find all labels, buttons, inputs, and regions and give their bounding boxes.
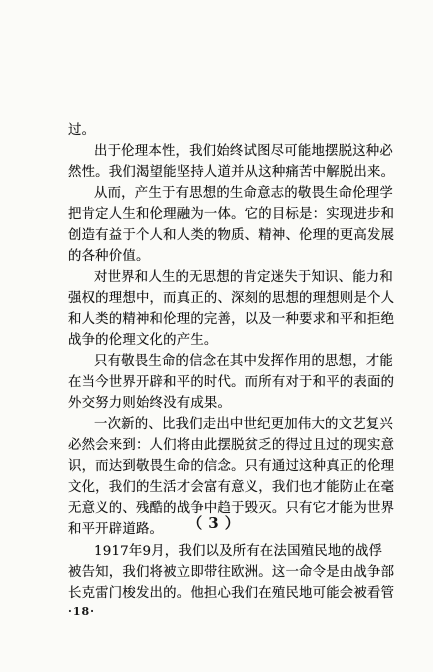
text-line: 和人类的精神和伦理的完善，以及一种要求和平和拒绝 (68, 312, 395, 327)
text-line: 文化，我们的生活才会富有意义，我们也才能防止在毫 (68, 480, 395, 495)
text-line: 在当今世界开辟和平的时代。而所有对于和平的表面的 (68, 375, 395, 390)
page-number: ·18· (68, 605, 95, 618)
text-line: 长克雷门梭发出的。他担心我们在殖民地可能会被看管 (68, 586, 395, 601)
text-line: 把肯定人生和伦理融为一体。它的目标是：实现进步和 (68, 207, 395, 222)
section-heading: （3） (187, 514, 246, 532)
text-line: 外交努力则始终没有成果。 (68, 396, 232, 411)
text-line: 和平开辟道路。 (68, 522, 164, 537)
text-line: 1917年9月，我们以及所有在法国殖民地的战俘 (94, 544, 383, 559)
text-line: 创造有益于个人和人类的物质、精神、伦理的更高发展 (68, 228, 395, 243)
text-line: 过。 (68, 123, 96, 138)
text-line: 然性。我们渴望能坚持人道并从这种痛苦中解脱出来。 (68, 165, 395, 180)
text-line: 必然会来到：人们将由此摆脱贫乏的得过且过的现实意 (68, 438, 395, 453)
text-line: 对世界和人生的无思想的肯定迷失于知识、能力和 (94, 270, 393, 285)
text-line: 只有敬畏生命的信念在其中发挥作用的思想，才能 (94, 354, 393, 369)
text-line: 识，而达到敬畏生命的信念。只有通过这种真正的伦理 (68, 459, 395, 474)
text-line: 从而，产生于有思想的生命意志的敬畏生命伦理学 (94, 186, 393, 201)
text-line: 强权的理想中，而真正的、深刻的思想的理想则是个人 (68, 291, 395, 306)
text-line: 出于伦理本性，我们始终试图尽可能地摆脱这种必 (94, 144, 393, 159)
text-line: 被告知，我们将被立即带往欧洲。这一命令是由战争部 (68, 565, 395, 580)
text-line: 一次新的、比我们走出中世纪更加伟大的文艺复兴 (94, 417, 393, 432)
text-line: 的各种价值。 (68, 249, 150, 264)
text-line: 无意义的、残酷的战争中趋于毁灭。只有它才能为世界 (68, 501, 395, 516)
text-line: 战争的伦理文化的产生。 (68, 333, 218, 348)
